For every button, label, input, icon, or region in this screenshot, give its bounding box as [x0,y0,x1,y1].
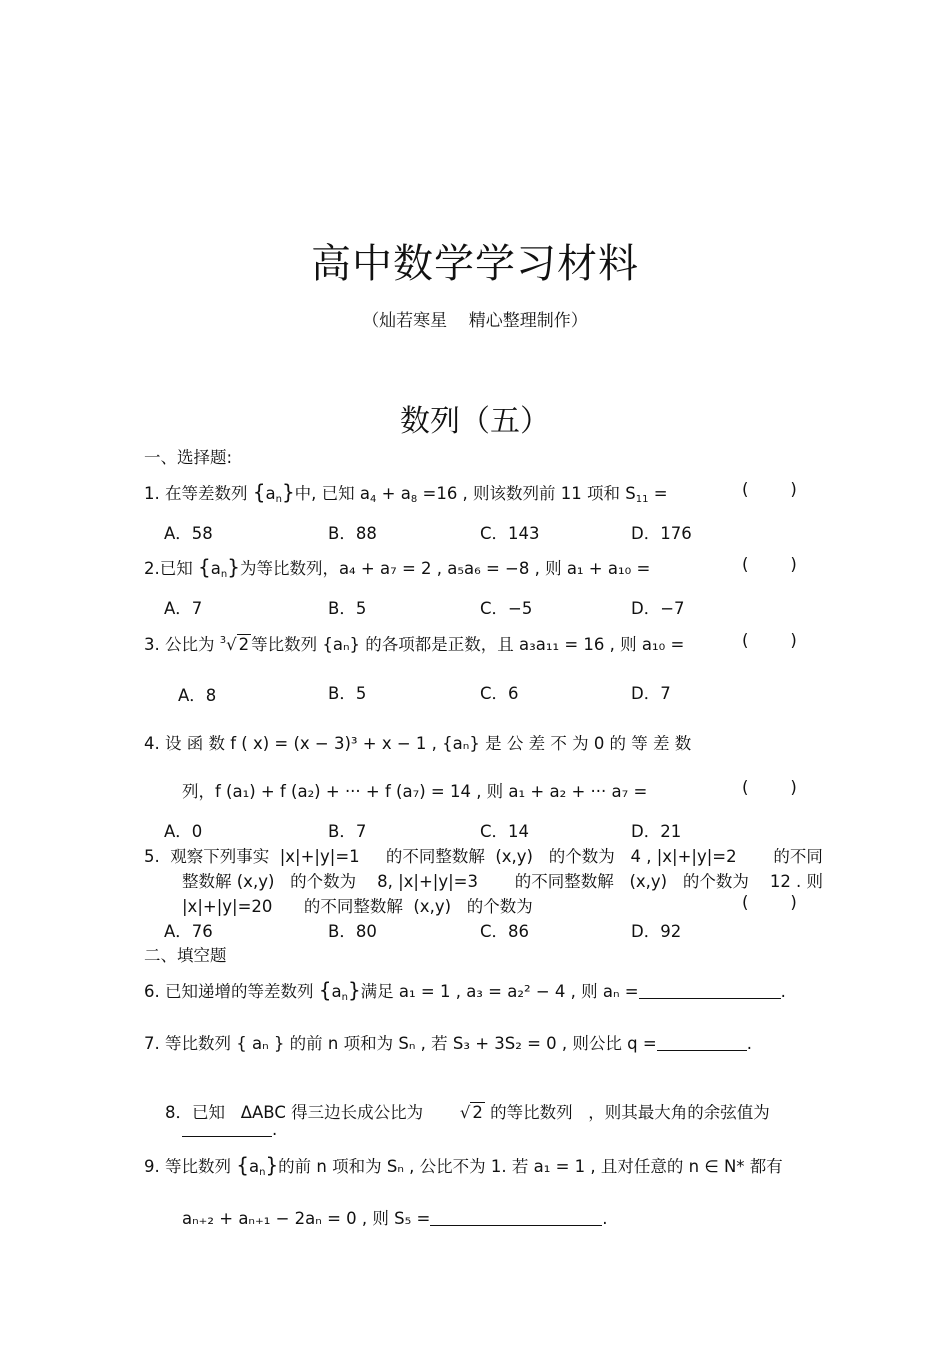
q1-option-d: D．176 [631,524,692,543]
q3-option-d: D．7 [631,684,671,703]
q2-option-d: D．−7 [631,599,685,618]
question-8: 8．已知 ΔABC 得三边长成公比为 √ 2 的等比数列 ，则其最大角的余弦值为 [164,1103,770,1122]
page-title: 高中数学学习材料 [311,241,639,287]
answer-blank-9[interactable] [430,1209,602,1226]
choice-heading: 一、选择题: [144,448,233,467]
q3-option-c: C．6 [480,684,519,703]
q4-option-c: C．14 [480,822,530,841]
q3-option-a: A．8 [178,686,217,705]
answer-blank-7[interactable] [657,1034,747,1051]
answer-paren-1: ( ) [742,480,797,499]
square-root: √ 2 [459,1103,483,1122]
q4-option-d: D．21 [631,822,682,841]
question-9: 9. 等比数列 $\{a_n\}$的前 n 项和为 Sₙ , 公比不为 1. 若 a₁ = 1 , 且对任意的 n ∈ N* 都有 [144,1153,783,1178]
page-subtitle: （灿若寒星 精心整理制作） [362,311,588,331]
q5-option-c: C．86 [480,922,530,941]
question-5-line-1: 5. 观察下列事实 |x|+|y|=1 的不同整数解 (x,y) 的个数为 4 , |x|+|y|=2 的不同 [144,847,823,866]
answer-paren-3: ( ) [742,631,797,650]
q1-option-a: A．58 [164,524,213,543]
section-title: 数列（五） [400,404,550,439]
q5-option-d: D．92 [631,922,682,941]
answer-blank-8[interactable] [182,1120,272,1137]
question-3: 3. 公比为 $^3$√ 2 等比数列 {aₙ} 的各项都是正数，且 a₃a₁₁ = 16 , 则 a₁₀ = [144,635,685,654]
answer-blank-6[interactable] [639,982,781,999]
q2-option-c: C．−5 [480,599,533,618]
question-6: 6. 已知递增的等差数列 $\{a_n\}$满足 a₁ = 1 , a₃ = a₂² − 4 , 则 aₙ = . [144,978,786,1003]
question-1: 1. 在等差数列 $\{a_n\}$中, 已知 $a_4 + a_8 =16$ , 则该数列前 11 项和 $S_{11}$ = [144,480,668,505]
answer-paren-5: ( ) [742,893,797,912]
cube-root: $^3$√ 2 [219,635,250,654]
question-7: 7. 等比数列 { aₙ } 的前 n 项和为 Sₙ , 若 S₃ + 3S₂ = 0 , 则公比 q = . [144,1034,752,1053]
question-9-line-2: aₙ₊₂ + aₙ₊₁ − 2aₙ = 0 , 则 S₅ = . [182,1209,608,1228]
q1-option-b: B．88 [328,524,377,543]
q1-option-c: C．143 [480,524,540,543]
answer-paren-4: ( ) [742,778,797,797]
answer-paren-2: ( ) [742,555,797,574]
q4-option-a: A．0 [164,822,203,841]
q2-option-a: A．7 [164,599,203,618]
q3-option-b: B．5 [328,684,367,703]
q5-option-a: A．76 [164,922,213,941]
question-4-line-2: 列，f (a₁) + f (a₂) + ··· + f (a₇) = 14 , 则 a₁ + a₂ + ··· a₇ = [182,782,648,801]
question-5-line-2: 整数解 (x,y) 的个数为 8, |x|+|y|=3 的不同整数解 (x,y) 的个数为 12 . 则 [182,872,824,891]
q4-option-b: B．7 [328,822,367,841]
question-2: 2.已知 $\{a_n\}$为等比数列，a₄ + a₇ = 2 , a₅a₆ = −8 , 则 a₁ + a₁₀ = [144,555,651,580]
question-8-line-2: . [182,1120,277,1139]
q2-option-b: B．5 [328,599,367,618]
fill-heading: 二、填空题 [144,946,227,965]
question-5-line-3: |x|+|y|=20 的不同整数解 (x,y) 的个数为 [182,897,533,916]
q5-option-b: B．80 [328,922,377,941]
question-4-line-1: 4. 设 函 数 f ( x) = (x − 3)³ + x − 1 , {aₙ} 是 公 差 不 为 0 的 等 差 数 [144,734,692,753]
